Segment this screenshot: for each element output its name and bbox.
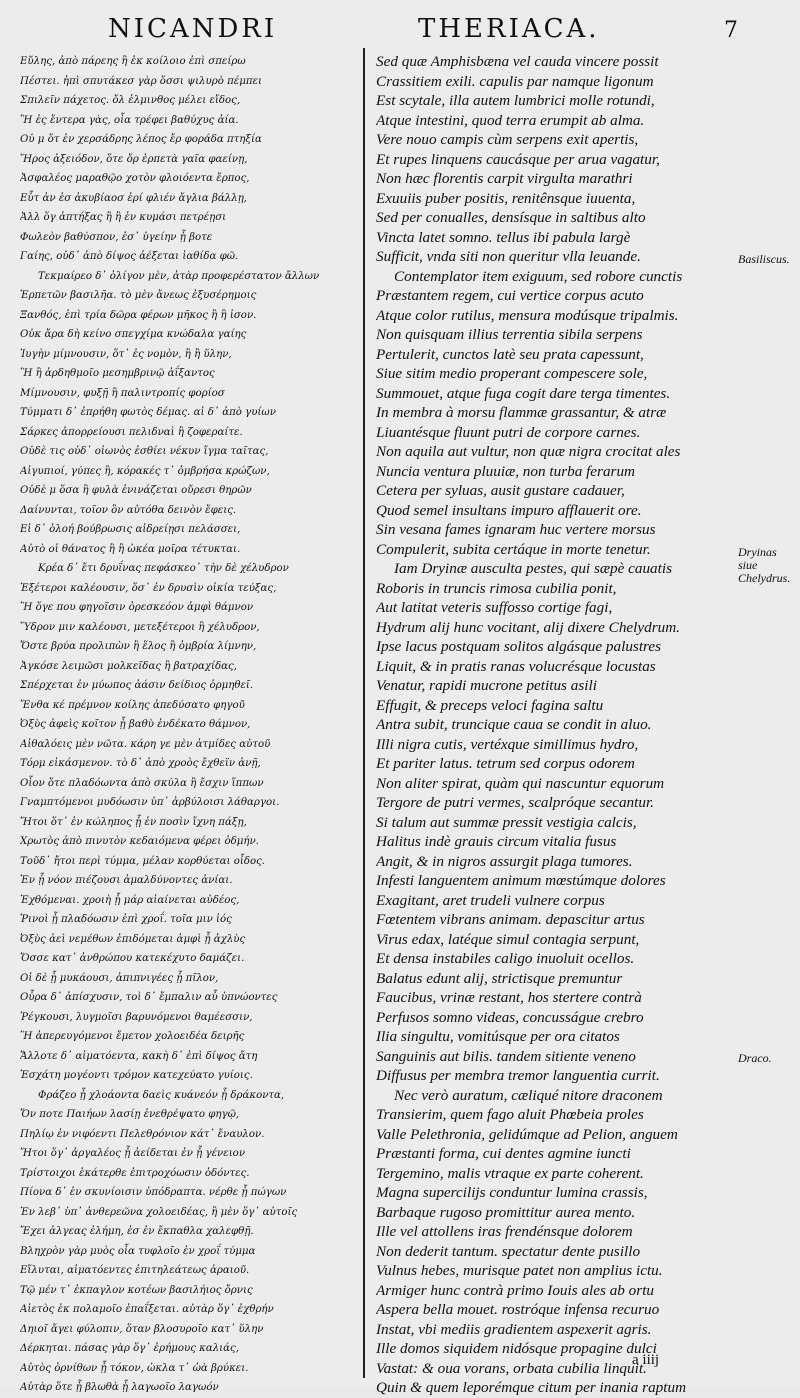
- header-left-title: NICANDRI: [108, 14, 278, 44]
- margin-note-draco: Draco.: [738, 1051, 772, 1065]
- text-line: Ἐσχάτη μογέοντι τρόμον κατεχεύατο γυίοις.: [20, 1070, 253, 1081]
- text-line: Sanguinis aut bilis. tandem sitiente veneno: [376, 1047, 636, 1065]
- text-line: Non dederit tantum. spectatur dente pusillo: [376, 1242, 641, 1260]
- text-line: Σάρκες ἀπορρείουσι πελιδναὶ ἢ ζοφεραίτε.: [20, 426, 243, 438]
- text-line: Ipse lacus postquam solitos algásque palustres: [376, 638, 662, 655]
- text-line: Quin & quem leporémque citum per inania raptum: [376, 1379, 687, 1396]
- text-line: Fœtentem vibrans animam. depascitur artus: [376, 911, 645, 928]
- text-line: Ἀλλ ὅγ ἀπτήξας ἢ ἢ ἐν κυμάσι πετρέῃσι: [20, 212, 227, 223]
- text-line: Valle Pelethronia, gelidúmque ad Pelion, anguem: [376, 1125, 678, 1143]
- text-line: Πέστει. ἠπὶ σπυτάκεσ γὰρ ὅσσι ψιλυρὸ πέμπει: [20, 75, 263, 87]
- text-line: Virus edax, latéque simul contagia serpunt,: [376, 930, 640, 948]
- column-divider: [363, 48, 365, 1378]
- text-line: Aut latitat veteris suffosso cortige fagi,: [376, 599, 613, 616]
- text-line: Faucibus, vrinæ restant, hos stertere contrà: [376, 989, 642, 1006]
- text-line: Ἰυγὴν μίμνουσιν, ὅτ᾽ ἐς νομὸν, ἢ ἢ ὕλην,: [20, 348, 232, 360]
- text-line: Εὔλης, ἀπὸ πάρεης ἢ ἐκ κοίλοιο ἐπὶ σπείρω: [20, 56, 246, 67]
- text-line: Οὐκ ἄρα δὴ κείνο σπεγχίμα κνώδαλα γαίης: [20, 329, 247, 340]
- text-line: Ἢ ἐς ἔντερα γὰς, οἷα τρέφει βαθύχυς ἀία.: [20, 114, 239, 126]
- text-line: Liquit, & in pratis ranas volucrésque locustas: [376, 657, 656, 675]
- text-line: Τοῦδ᾽ ἤτοι περὶ τύμμα, μέλαν κορθύεται οἶδος.: [20, 855, 266, 867]
- text-line: Siue sitim medio properant compescere sole,: [376, 365, 648, 382]
- text-line: Ὀξὺς ἀεὶ νεμέθων ἐπιδόμεται ἀμφὶ ᾗ ἀχλὺς: [20, 933, 246, 945]
- text-line: Μίμνουσιν, φυξῇ ἢ παλιντροπίς φορίοσ: [20, 387, 225, 399]
- text-line: Halitus indè grauis circum vitalia fusus: [376, 833, 617, 850]
- text-line: Οἶον ὅτε πλαδόωντα ἀπὸ σκύλα ἢ ἔσχιν ἵππων: [20, 777, 264, 789]
- text-line: Ille domos siquidem nidósque propagine dulci: [376, 1340, 657, 1357]
- text-line: Infesti languentem animum mœstúmque dolores: [376, 872, 666, 889]
- text-line: Ἀγκόσε λειμῶσι μολκεῖδας ἢ βατραχίδας,: [20, 660, 238, 672]
- text-line: Vere nouo campis cùm serpens exit apertis,: [376, 131, 639, 148]
- text-line: Magna supercilijs conduntur lumina crassis,: [376, 1184, 648, 1201]
- text-line: Liuantésque fluunt putri de corpore carnes.: [376, 423, 641, 441]
- text-line: Et pariter latus. tetrum sed corpus odorem: [376, 755, 635, 772]
- text-line: Ὀξὺς ἀφεὶς κοῖτον ᾗ βαθὺ ἐνδέκατο θάμνον,: [20, 719, 251, 730]
- text-line: Αἰγυπιοί, γύπες ἢ, κόρακές τ᾽ ὀμβρήσα κρώζων,: [20, 465, 270, 477]
- text-line: Effugit, & preceps veloci fagina saltu: [376, 696, 604, 714]
- text-line: Αὐτὸς ὀρνίθων ᾗ τόκον, ὠκλα τ᾽ ὠὰ βρύκει.: [20, 1362, 249, 1374]
- text-line: Ἢ ὅγε που φηγοῖσιν ὀρεσκεόον ἀμφὶ θάμνον: [20, 602, 254, 613]
- text-line: Τῷ μέν τ᾽ ἐκπαγλον κοτέων βασιλήιος ὄρνις: [20, 1284, 253, 1296]
- text-line: Nec verò auratum, cæliqué nitore draconem: [394, 1086, 663, 1104]
- text-line: Δηιοῖ ἄγει φύλοπιν, ὅταν βλοσυροῖο κατ᾽ ὕλην: [20, 1323, 264, 1335]
- text-line: Ἄλλοτε δ᾽ αἱματόεντα, κακὴ δ᾽ ἐπὶ δίψος ἄτη: [20, 1050, 258, 1062]
- text-line: Οὐ μ ὅτ ἐν χερσάδρης λέπος ἔρ φοράδα πτηξία: [20, 134, 262, 145]
- text-line: Illi nigra cutis, vertéxque simillimus hydro,: [376, 735, 639, 753]
- text-line: Ὕδρον μιν καλέουσι, μετεξέτεροι ἢ χέλυδρον,: [20, 621, 260, 633]
- text-line: Ἐξέτεροι καλέουσιν, ὅσ᾽ ἐν δρυσὶν οἰκία τεύξας,: [20, 582, 277, 594]
- text-line: Atque intestini, quod terra erumpit ab alma.: [376, 111, 645, 129]
- text-line: Si talum aut summæ pressit vestigia calcis,: [376, 813, 637, 831]
- text-line: Ὄσσε κατ᾽ ἀνθρώπου κατεκέχυτο δαμάζει.: [20, 953, 245, 964]
- text-line: Ἥρος ἀξειόδον, ὅτε ὄρ ἐρπετὰ γαῖα φαείνῃ,: [20, 153, 248, 165]
- text-line: Est scytale, illa autem lumbrici molle rotundi,: [376, 92, 655, 109]
- text-line: Instat, vbi mediis gradientem aspexerit agris.: [376, 1320, 652, 1338]
- text-line: Ἀσφαλέος μαραθῷο χοτὸν φλοιόεντα ἔρπος,: [20, 173, 250, 184]
- text-line: Et densa instabiles caligo inuoluit ocellos.: [376, 950, 635, 967]
- text-line: Ῥινοὶ ᾗ πλαδόωσιν ἐπὶ χροΐ. τοῖα μιν ἰός: [20, 914, 232, 925]
- text-line: Et rupes linquens caucásque per arua vagatur,: [376, 150, 660, 168]
- text-line: Ἑρπετῶν βασιλῆα. τὸ μὲν ἄνεως ἐξυσέρημοις: [20, 290, 257, 301]
- text-line: Εἰ δ᾽ ὁλοή βούβρωσις αἰδρείῃσι πελάσσει,: [20, 524, 241, 535]
- text-line: Venatur, rapidi mucrone petitus asili: [376, 677, 597, 694]
- text-line: Φράζεο ᾗ χλοάοντα δαεὶς κυάνεόν ᾗ δράκοντα,: [38, 1089, 285, 1101]
- text-line: Οὐδὲ μ ὅσα ἢ φυλὰ ἐνινάζεται οὔρεσι θηρῶν: [20, 485, 252, 496]
- text-line: Pertulerit, cunctos latè seu prata capessunt,: [376, 345, 644, 363]
- margin-note-basiliscus: Basiliscus.: [738, 252, 790, 266]
- text-line: Exagitant, aret trudeli vulnere corpus: [376, 891, 605, 909]
- text-line: Non quisquam illius terrentia sibila serpens: [376, 326, 643, 343]
- text-line: Ilia singultu, vomitúsque per ora citatos: [376, 1028, 620, 1045]
- text-line: Non hæc florentis carpit virgulta marathri: [376, 170, 633, 187]
- text-line: Ille vel attollens iras frendénsque dolorem: [376, 1223, 633, 1240]
- text-line: Balatus edunt alij, strictisque premuntur: [376, 969, 623, 987]
- greek-text-column: [20, 52, 355, 1398]
- text-line: Πηλίῳ ἐν νιφόεντι Πελεθρόνιον κάτ᾽ ἔναυλον.: [20, 1128, 265, 1140]
- text-line: Οὖρα δ᾽ ἀπίσχυσιν, τοὶ δ᾽ ἔμπαλιν αὖ ὑπνώοντες: [20, 992, 278, 1003]
- text-line: Exuuiis puber positis, renitênsque iuuenta,: [376, 189, 636, 207]
- text-line: Angit, & in nigros assurgit plaga tumores.: [376, 852, 633, 870]
- text-line: Sufficit, vnda siti non queritur vlla leuande.: [376, 248, 641, 265]
- text-line: Ἔχει ἀλγεας ἐλήμη, ἐσ ἐν ἔκπαθλα χαλεφθῇ.: [20, 1226, 254, 1237]
- text-line: Summouet, atque fuga cogit dare terga timentes.: [376, 384, 671, 402]
- text-line: Non aquila aut vultur, non quæ nigra crocitat ales: [376, 443, 681, 460]
- text-line: Ξανθός, ἐπὶ τρία δῶρα φέρων μῆκος ἢ ἢ ἰσον.: [20, 309, 257, 321]
- text-line: Atque color rutilus, mensura modúsque tripalmis.: [376, 306, 679, 324]
- text-line: Χρωτὸς ἀπὸ πινυτὸν κεδαιόμενα φέρει ὀδμήν.: [20, 836, 259, 847]
- text-line: Βληχρὸν γὰρ μυὸς οἷα τυφλοῖο ἐν χροΐ τύμμα: [20, 1245, 256, 1257]
- text-line: Γναμπτόμενοι μυδόωσιν ὑπ᾽ ἀρβύλοισι λάθαργοι.: [20, 797, 280, 808]
- text-line: Perfusos somno videas, concusságue crebro: [376, 1008, 644, 1026]
- text-line: Compulerit, subita certáque in morte tenetur.: [376, 540, 651, 558]
- text-line: Δέρκηται. πάσας γὰρ ὅγ᾽ ἐρήμους καλιάς,: [20, 1343, 239, 1354]
- text-line: Transierim, quem fago aluit Phœbeia proles: [376, 1106, 644, 1123]
- text-line: Ἔνθα κέ πρέμνον κοίλης ἀπεδύσατο φηγοῦ: [20, 699, 245, 711]
- text-line: Φωλεὸν βαθύσπον, ἐσ᾽ ὑγείην ᾗ βοτε: [20, 231, 213, 243]
- text-line: Τεκμαίρεο δ᾽ ὀλίγον μὲν, ἀτὰρ προφερέστατον ἄλλων: [38, 270, 320, 282]
- text-line: Πίονα δ᾽ ἐν σκυνίοισιν ὑπόδραπτα. νέρθε ᾗ πώγων: [20, 1187, 287, 1198]
- text-line: Αἰθαλόεις μὲν νῶτα. κάρη γε μὲν ἀτμίδες αὐτοῦ: [20, 738, 271, 750]
- text-line: Ὅν ποτε Παιήων λασίῃ ἐνεθρέψατο φηγῷ,: [20, 1109, 240, 1120]
- page-number: 7: [724, 18, 738, 43]
- text-line: Ἤτοι ὅγ᾽ ἀργαλέος ᾗ ἀείδεται ἐν ᾗ γένειον: [20, 1148, 246, 1159]
- text-line: Nuncia ventura pluuiæ, non turba ferarum: [376, 462, 636, 480]
- text-line: Vincta latet somno. tellus ibi pabula largè: [376, 228, 631, 246]
- text-line: Ἐχθόμεναι. χροιὴ ᾗ μάρ αἰαίνεται αὐδέος,: [20, 894, 240, 906]
- text-line: Τύμματι δ᾽ ἐπρήθη φωτὸς δέμας. αἱ δ᾽ ἀπὸ γυίων: [20, 407, 276, 418]
- text-line: Ῥέγκουσι, λυγμοῖσι βαρυνόμενοι θαμέεσσιν,: [20, 1011, 253, 1023]
- text-line: Αἰετὸς ἐκ πολαμοῖο ἐπαΐξεται. αὐτὰρ ὅγ᾽ ἐχθρήν: [20, 1304, 274, 1315]
- signature-mark: a iiij: [632, 1352, 660, 1368]
- text-line: Crassitiem exili. capulis par namque ligonum: [376, 72, 654, 90]
- text-line: Contemplator item exiguum, sed robore cunctis: [394, 267, 683, 285]
- text-line: In membra à morsu flammæ grassantur, & atræ: [376, 404, 667, 421]
- text-line: Δαίνυνται, τοῖον ὃν αὐτόθα δεινὸν ἔφεις.: [20, 504, 237, 516]
- text-line: Tergemino, malis vtraque ex parte coherent.: [376, 1164, 644, 1182]
- header-right-title: THERIACA.: [418, 14, 600, 44]
- text-line: Vastat: & oua vorans, orbata cubilia linquit.: [376, 1359, 647, 1377]
- text-line: Τρίστοιχοι ἑκάτερθε ἐπιτροχόωσιν ὀδόντες.: [20, 1167, 250, 1179]
- text-line: Οἱ δὲ ᾗ μυκάουσι, ἀπιπνιγέες ᾗ πῖλον,: [20, 972, 219, 984]
- text-line: Quod semel insultans impuro afflauerit ore.: [376, 501, 642, 519]
- text-line: Vulnus hebes, murisque patet non amplius ictu.: [376, 1262, 663, 1279]
- text-line: Barbaque rugoso promittitur aurea mento.: [376, 1203, 636, 1221]
- text-line: Non aliter spirat, quàm qui nascuntur equorum: [376, 774, 665, 792]
- text-line: Diffusus per membra tremor languentia currit.: [376, 1067, 660, 1084]
- text-line: Antra subit, truncique caua se condit in aluo.: [376, 716, 652, 733]
- text-line: Ὅστε βρύα προλιπὼν ἢ ἕλος ἢ ὀμβρία λίμνην,: [20, 641, 257, 652]
- text-line: Εἴλυται, αἱματόεντες ἐπιτηλεάτεως ἀραιοῦ.: [20, 1265, 250, 1276]
- text-line: Præstanti forma, cui dentes agmine iuncti: [376, 1145, 631, 1162]
- text-line: Ἤτοι ὅτ᾽ ἐν κώληπος ᾗ ἐν ποσὶν ἴχνη πάξῃ,: [20, 816, 247, 828]
- text-line: Præstantem regem, cui vertice corpus acuto: [376, 287, 644, 304]
- text-line: Κρέα δ᾽ ἔτι δρυΐνας πεφάσκεο᾽ τὴν δὲ χέλυδρον: [38, 563, 289, 574]
- text-line: Tergore de putri vermes, scalpróque secantur.: [376, 794, 654, 811]
- text-line: Εὖτ ἀν ἐσ ἀκυβίαοσ ἐρί φλιέν ἄγλια βάλλῃ,: [20, 192, 248, 204]
- text-line: Sed quæ Amphisbæna vel cauda vincere possit: [376, 53, 659, 70]
- text-line: Ἐν ᾗ νόον πιέζουσι ἀμαλδύνοντες ἀνίαι.: [20, 875, 233, 886]
- text-line: Σπέρχεται ἐν μύωπος ἀάσιν δείδιος ὀρμηθεῖ.: [20, 680, 254, 691]
- text-line: Αὐτὰρ ὅτε ᾗ βλωθὰ ᾗ λαγωοῖο λαγωόν: [20, 1382, 219, 1393]
- text-line: Hydrum alij hunc vocitant, alij dixere Chelydrum.: [376, 618, 680, 636]
- text-line: Sed per conualles, densísque in saltibus alto: [376, 209, 646, 226]
- text-line: Roboris in truncis rimosa cubilia ponit,: [376, 579, 617, 597]
- text-line: Iam Dryinæ ausculta pestes, qui sæpè cauatis: [394, 560, 672, 577]
- text-line: Armiger hunc contrà primo Iouis ales ab ortu: [376, 1281, 655, 1299]
- text-line: Ἐν λεβ᾽ ὑπ᾽ ἀνθερεῶνα χολοειδέας, ἢ μὲν ὅγ᾽ αὐτοῖς: [20, 1206, 298, 1218]
- text-line: Sin vesana fames ignaram huc vertere morsus: [376, 521, 656, 538]
- text-line: Οὐδὲ τις οὐδ᾽ οἰωνὸς ἐσθίει νέκυν ἴγμα ταῖτας,: [20, 446, 269, 457]
- text-line: Ἢ ἀπερευγόμενοι ἔμετον χολοειδέα δειρῆς: [20, 1031, 245, 1042]
- text-line: Σπιλεῖν πάχετος. ὄλ ἐλμινθος μέλει εἴδος,: [20, 95, 241, 106]
- latin-text-column: [376, 52, 736, 1398]
- text-line: Cetera per syluas, ausit gustare cadauer,: [376, 482, 625, 499]
- margin-note-dryinas: Dryinas siue Chelydrus.: [738, 545, 791, 585]
- text-line: Γαίης, οὐδ᾽ ἀπὸ δίψος ἀέξεται ἰαθίδα φῶ.: [20, 251, 239, 262]
- text-line: Aspera bella mouet. rostróque infensa recuruo: [376, 1301, 660, 1318]
- running-header: [0, 14, 800, 54]
- text-line: Ἢ ἢ ἀρδηθμοῖο μεσημβρινῷ ἀΐξαντος: [20, 368, 215, 379]
- text-line: Αὐτὸ οἱ θάνατος ἢ ἢ ὠκέα μοῖρα τέτυκται.: [20, 543, 241, 555]
- text-line: Τόρμ εἰκάσμενον. τὸ δ᾽ ἀπὸ χροὸς ἔχθεϊν ἀνῇ,: [20, 758, 261, 769]
